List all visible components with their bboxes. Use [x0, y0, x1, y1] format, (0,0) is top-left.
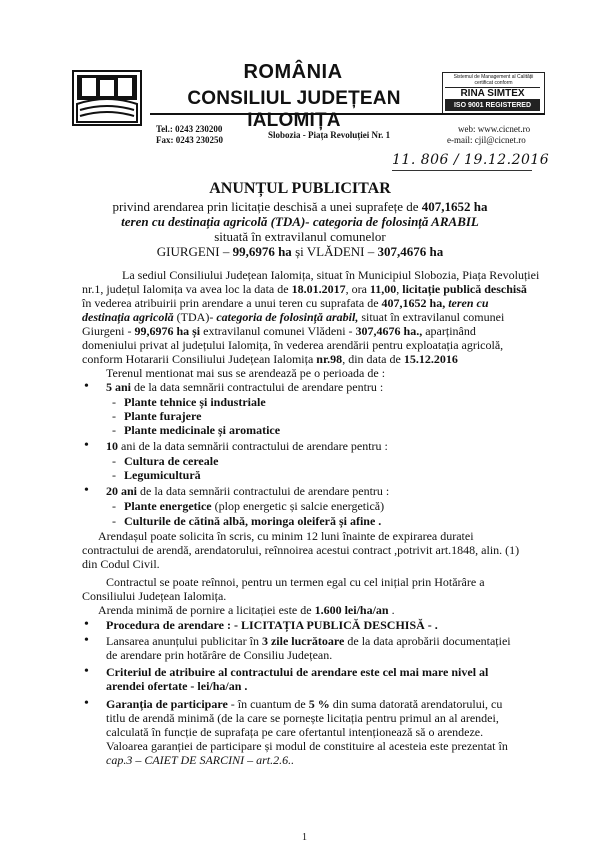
page-title: ANUNȚUL PUBLICITAR — [209, 180, 391, 197]
guarantee-line1: Garanția de participare - în cuantum de 5 % din suma datorată arendatorului, cu — [106, 697, 503, 711]
header-country: ROMÂNIA — [243, 61, 343, 83]
guarantee-line2: titlu de arendă minimă (de la care se pornește licitația pentru primul an al arendei, — [106, 711, 499, 725]
crop-item: Plante medicinale și aromatice — [124, 423, 281, 437]
crop-item: Culturile de cătină albă, moringa oleiferă și afine . — [124, 514, 382, 528]
p1-line2: nr.1, județul Ialomița va avea loc la data de 18.01.2017, ora 11,00, licitație publică deschisă — [82, 282, 527, 296]
bullet-icon: • — [84, 438, 89, 453]
award-criterion-line1: Criteriul de atribuire al contractului de arendare este cel mai mare nivel al — [106, 665, 489, 679]
p1-line4: destinația agricolă (TDA)- categoria de folosință arabil, situat în extravilanul comunei — [82, 310, 505, 324]
publication-line1: Lansarea anunțului publicitar în 3 zile lucrătoare de la data aprobării documentației — [106, 634, 511, 648]
dash-icon: - — [112, 423, 116, 437]
page-mark: 1 — [302, 832, 307, 843]
dash-icon: - — [112, 468, 116, 482]
header-council-name: CONSILIUL JUDEȚEAN IALOMIȚA — [187, 88, 401, 131]
header-divider — [150, 113, 545, 115]
handwritten-underline — [392, 170, 532, 171]
guarantee-line5: cap.3 – CAIET DE SARCINI – art.2.6.. — [106, 753, 295, 767]
minimum-rent: Arenda minimă de pornire a licitației este de 1.600 lei/ha/an . — [98, 603, 395, 617]
crop-item: Plante energetice (plop energetic și salcie energetică) — [124, 499, 385, 513]
publication-line2: de arendare prin hotărâre de Consiliu Județean. — [106, 648, 333, 662]
award-criterion-line2: arendei ofertate - lei/ha/an . — [106, 679, 248, 693]
header-email: e-mail: cjil@cicnet.ro — [447, 135, 526, 145]
term-10-years: 10 ani de la data semnării contractului de arendare pentru : — [106, 439, 388, 453]
header-web: web: www.cicnet.ro — [458, 124, 531, 134]
guarantee-line4: Valoarea garanției de participare și modul de constituire al acesteia este prezentat în — [106, 739, 508, 753]
header-address: Slobozia - Piața Revoluției Nr. 1 — [268, 130, 391, 140]
p1-line3: în vederea atribuirii prin arendare a unui teren cu suprafata de 407,1652 ha, teren cu — [82, 296, 489, 310]
county-coat-of-arms-icon — [72, 70, 142, 126]
header-phone: Tel.: 0243 230200 — [156, 124, 223, 134]
crop-item: Plante tehnice și industriale — [124, 395, 266, 409]
bullet-icon: • — [84, 483, 89, 498]
bullet-icon: • — [84, 664, 89, 679]
cert-line1: Sistemul de Management al Calității — [453, 74, 534, 80]
term-5-years: 5 ani de la data semnării contractului de arendare pentru : — [106, 380, 384, 394]
dash-icon: - — [112, 499, 116, 513]
dash-icon: - — [112, 395, 116, 409]
p3-line3: din Codul Civil. — [82, 557, 160, 571]
p4-line1: Contractul se poate reînnoi, pentru un termen egal cu cel inițial prin Hotărâre a — [106, 575, 485, 589]
dash-icon: - — [112, 454, 116, 468]
p1-line7: conform Hotararii Consiliului Județean Ialomița nr.98, din data de 15.12.2016 — [82, 352, 458, 366]
p3-line1: Arendașul poate solicita în scris, cu minim 12 luni înainte de expirarea duratei — [98, 529, 474, 543]
bullet-icon: • — [84, 379, 89, 394]
p1-line5: Giurgeni - 99,6976 ha și extravilanul comunei Vlădeni - 307,4676 ha., aparținând — [82, 324, 476, 338]
p1-line6: domeniului privat al județului Ialomița, în vederea arendării pentru exploatația agricolă, — [82, 338, 504, 352]
bullet-icon: • — [84, 617, 89, 632]
p3-line2: contractului de arendă, arendatorului, reînnoirea acestui contract ,potrivit art.1848, alin. (1) — [82, 543, 520, 557]
cert-line2: certificat conform — [474, 80, 513, 86]
p4-line2: Consiliului Județean Ialomița. — [82, 589, 227, 603]
cert-iso: ISO 9001 REGISTERED C.3449.1 — [445, 100, 540, 111]
handwritten-registration-number: 11. 806 / 19.12.2016 — [392, 152, 550, 168]
crop-item: Plante furajere — [124, 409, 202, 423]
bullet-icon: • — [84, 696, 89, 711]
guarantee-line3: calculată în funcție de suprafața pe care ofertantul intenționează să o arendeze. — [106, 725, 484, 739]
dash-icon: - — [112, 409, 116, 423]
subtitle-line2: teren cu destinația agricolă (TDA)- categoria de folosință ARABIL — [121, 214, 479, 229]
term-20-years: 20 ani de la data semnării contractului de arendare pentru : — [106, 484, 390, 498]
procedure: Procedura de arendare : - LICITAȚIA PUBLICĂ DESCHISĂ - . — [106, 618, 438, 632]
header-fax: Fax: 0243 230250 — [156, 135, 223, 145]
subtitle-line3: situată în extravilanul comunelor — [214, 229, 386, 244]
p2-line: Terenul mentionat mai sus se arendează pe o perioada de : — [106, 366, 386, 380]
crop-item: Legumicultură — [124, 468, 201, 482]
subtitle-line4: GIURGENI – 99,6976 ha și VLĂDENI – 307,4676 ha — [156, 244, 444, 259]
certification-badge — [442, 72, 545, 120]
subtitle-line1: privind arendarea prin licitație deschisă a unei suprafețe de 407,1652 ha — [112, 199, 488, 214]
cert-brand: RINA SIMTEX — [445, 87, 540, 100]
dash-icon: - — [112, 514, 116, 528]
bullet-icon: • — [84, 633, 89, 648]
crop-item: Cultura de cereale — [124, 454, 219, 468]
p1-line1: La sediul Consiliului Județean Ialomița, situat în Municipiul Slobozia, Piața Revoluției — [122, 268, 540, 282]
